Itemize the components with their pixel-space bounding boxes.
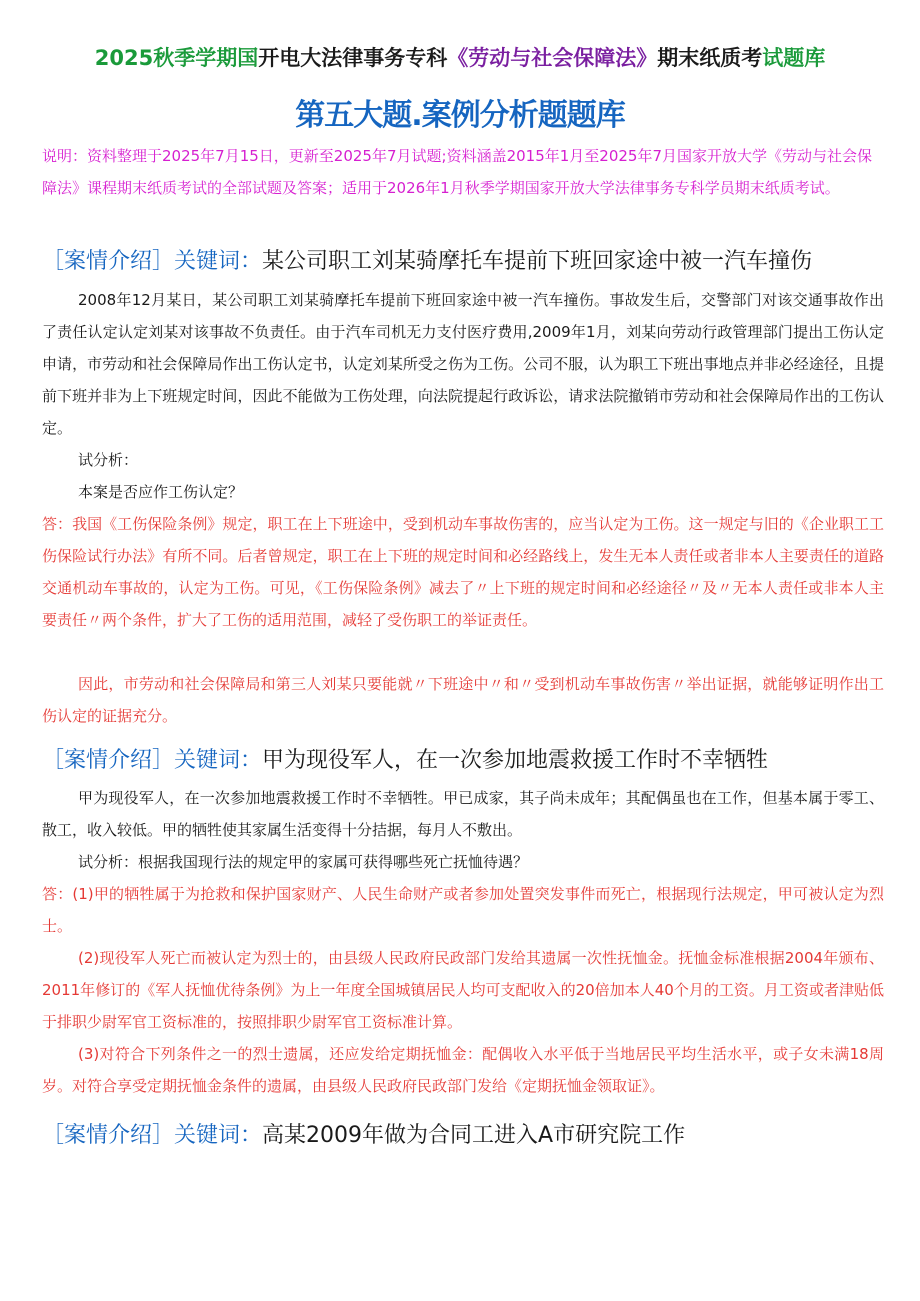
- case-heading-1: [42, 244, 892, 275]
- explanation-note: 说明：资料整理于2025年7月15日，更新至2025年7月试题;资料涵盖2015年1月至2025年7月国家开放大学《劳动与社会保障法》课程期末纸质考试的全部试题及答案；适用于2026年1月秋季学期国家开放大学法律事务专科学员期末纸质考试。: [42, 147, 873, 197]
- title-exam-segment: 期末纸质考: [657, 46, 763, 70]
- case-answer-2a: 答：(1)甲的牺牲属于为抢救和保护国家财产、人民生命财产或者参加处置突发事件而死亡，根据现行法规定，甲可被认定为烈士。: [42, 885, 884, 935]
- case-question-1: 本案是否应作工伤认定？: [78, 483, 244, 501]
- case-answer-1b: 因此，市劳动和社会保障局和第三人刘某只要能就〃下班途中〃和〃受到机动车事故伤害〃举出证据，就能够证明作出工伤认定的证据充分。: [42, 675, 884, 725]
- keyword-label: 关键词：: [174, 249, 263, 274]
- case-answer-2c: (3)对符合下列条件之一的烈士遗属，还应发给定期抚恤金：配偶收入水平低于当地居民平均生活水平，或子女未满18周岁。对符合享受定期抚恤金条件的遗属，由县级人民政府民政部门发给《定期抚恤金领取证》。: [42, 1045, 884, 1095]
- case-prompt-2: 试分析：根据我国现行法的规定甲的家属可获得哪些死亡抚恤待遇？: [78, 853, 529, 871]
- case-body-2: 甲为现役军人，在一次参加地震救援工作时不幸牺牲。甲已成家，其子尚未成年；其配偶虽也在工作，但基本属于零工、散工，收入较低。甲的牺牲使其家属生活变得十分拮据，每月人不敷出。: [42, 789, 884, 839]
- case-title: 某公司职工刘某骑摩托车提前下班回家途中被一汽车撞伤: [262, 249, 813, 274]
- case-heading-2: [42, 743, 892, 774]
- case-title: 甲为现役军人，在一次参加地震救援工作时不幸牺牲: [262, 748, 769, 773]
- case-bracket-label: ［案情介绍］: [42, 1123, 175, 1148]
- section-heading: 第五大题.案例分析题题库: [295, 98, 625, 133]
- case-bracket-label: ［案情介绍］: [42, 249, 175, 274]
- title-year-segment: 2025秋季学期国: [94, 46, 259, 70]
- title-school-segment: 开电大法律事务专科: [258, 46, 448, 70]
- title-course-segment: 《劳动与社会保障法》: [447, 46, 658, 70]
- case-heading-3: [42, 1118, 892, 1149]
- case-answer-1a: 答：我国《工伤保险条例》规定，职工在上下班途中，受到机动车事故伤害的，应当认定为工伤。这一规定与旧的《企业职工工伤保险试行办法》有所不同。后者曾规定，职工在上下班的规定时间和必经路线上，发生无本人责任或者非本人主要责任的道路交通机动车事故的，认定为工伤。可见，《工伤保险条例》减去了〃上下班的规定时间和必经途径〃及〃无本人责任或非本人主要责任〃两个条件，扩大了工伤的适用范围，减轻了受伤职工的举证责任。: [42, 515, 884, 629]
- case-answer-2b: (2)现役军人死亡而被认定为烈士的，由县级人民政府民政部门发给其遗属一次性抚恤金。抚恤金标准根据2004年颁布、2011年修订的《军人抚恤优待条例》为上一年度全国城镇居民人均可支配收入的20倍加本人40个月的工资。月工资或者津贴低于排职少尉军官工资标准的，按照排职少尉军官工资标准计算。: [42, 949, 884, 1031]
- keyword-label: 关键词：: [174, 748, 263, 773]
- case-prompt-1: 试分析：: [78, 451, 139, 469]
- title-bank-segment: 试题库: [762, 46, 826, 70]
- case-title: 高某2009年做为合同工进入A市研究院工作: [262, 1123, 686, 1148]
- document-title: [0, 42, 920, 72]
- case-body-1: 2008年12月某日，某公司职工刘某骑摩托车提前下班回家途中被一汽车撞伤。事故发生后，交警部门对该交通事故作出了责任认定认定刘某对该事故不负责任。由于汽车司机无力支付医疗费用,2009年1月，刘某向劳动行政管理部门提出工伤认定申请，市劳动和社会保障局作出工伤认定书，认定刘某所受之伤为工伤。公司不服，认为职工下班出事地点并非必经途径，且提前下班并非为上下班规定时间，因此不能做为工伤处理，向法院提起行政诉讼，请求法院撤销市劳动和社会保障局作出的工伤认定。: [42, 291, 884, 437]
- keyword-label: 关键词：: [174, 1123, 263, 1148]
- case-bracket-label: ［案情介绍］: [42, 748, 175, 773]
